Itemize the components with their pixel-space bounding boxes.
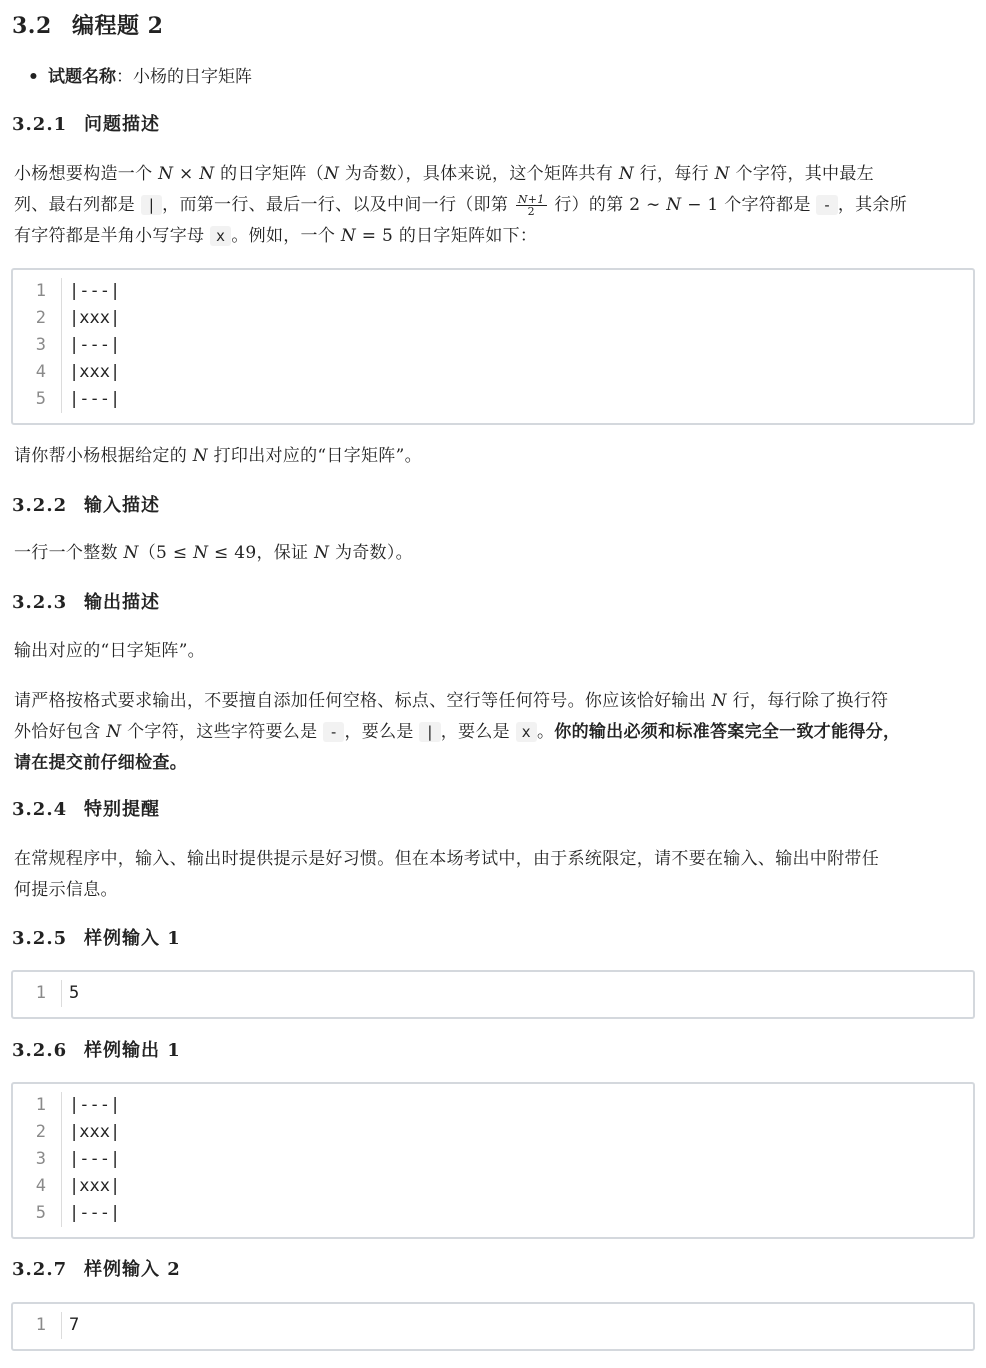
subsection-heading-sample-output-1 [12, 1039, 181, 1063]
text: 请严格按格式要求输出，不要擅自添加任何空格、标点、空行等任何符号。你应该恰好输出 [14, 691, 712, 711]
subsection-title: 样例输入 1 [84, 928, 181, 949]
text: ，要么是 [344, 722, 420, 742]
text: 小杨想要构造一个 [14, 164, 159, 184]
output-description-1 [14, 636, 972, 667]
code-line [13, 1312, 973, 1339]
output-line-2 [14, 717, 972, 748]
gutter-divider [61, 1119, 62, 1146]
code-line [13, 1146, 973, 1173]
output-description-2 [14, 686, 972, 779]
text: 。例如，一个 [231, 226, 341, 246]
line-number: 1 [35, 983, 46, 1003]
code-text: |---| [69, 1149, 121, 1169]
line-number: 4 [35, 362, 46, 382]
text: 打印出对应的“日字矩阵”。 [207, 446, 422, 466]
code-text: |xxx| [69, 1122, 121, 1142]
code-text: |---| [69, 281, 121, 301]
text: （5 ≤ [138, 543, 194, 563]
section-heading [12, 12, 163, 40]
text: 一行一个整数 [14, 543, 124, 563]
code-text: |xxx| [69, 308, 121, 328]
inline-code: x [210, 226, 231, 246]
gutter-divider [61, 305, 62, 332]
text: 个字符，这些字符要么是 [121, 722, 324, 742]
code-text: |---| [69, 1203, 121, 1223]
gutter-divider [61, 1173, 62, 1200]
bullet-icon: • [28, 67, 39, 87]
subsection-number: 3.2.5 [12, 928, 68, 949]
desc-line-1 [14, 159, 972, 190]
code-text: 5 [69, 983, 80, 1003]
text: 行）的第 2 ∼ [548, 195, 667, 215]
text: 输出对应的“日字矩阵”。 [14, 641, 205, 661]
math-var: N [666, 195, 682, 215]
example-matrix-codeblock[interactable] [11, 268, 975, 425]
gutter-divider [61, 332, 62, 359]
task-sentence [14, 441, 972, 472]
desc-line-2 [14, 190, 972, 221]
text: 列、最右列都是 [14, 195, 141, 215]
math-var: N [158, 164, 174, 184]
text: 的日字矩阵（ [214, 164, 324, 184]
line-number: 2 [35, 1122, 46, 1142]
code-line [13, 278, 973, 305]
text: 有字符都是半角小写字母 [14, 226, 211, 246]
code-text: |---| [69, 389, 121, 409]
math-var: N [323, 164, 340, 184]
problem-description [14, 159, 972, 252]
text: 外恰好包含 [14, 722, 107, 742]
subsection-heading-reminder [12, 798, 160, 822]
text: ，其余所 [837, 195, 908, 215]
text: 个字符，其中最左 [729, 164, 874, 184]
subsection-number: 3.2.6 [12, 1040, 68, 1061]
line-number: 3 [35, 1149, 46, 1169]
line-number: 4 [35, 1176, 46, 1196]
gutter-divider [61, 980, 62, 1007]
code-line [13, 1173, 973, 1200]
text: 行，每行除了换行符 [726, 691, 889, 711]
reminder-line: 何提示信息。 [14, 880, 118, 900]
code-line [13, 332, 973, 359]
code-line [13, 359, 973, 386]
math-var: N [618, 164, 635, 184]
text: ，而第一行、最后一行、以及中间一行（即第 [162, 195, 514, 215]
problem-name-item [28, 64, 252, 90]
fraction-numerator: N+1 [517, 193, 545, 206]
subsection-number: 3.2.2 [12, 495, 68, 516]
desc-line-3 [14, 221, 972, 252]
text: × [173, 164, 200, 184]
line-number: 1 [35, 1315, 46, 1335]
subsection-title: 输出描述 [84, 592, 160, 613]
sample-input-2-codeblock[interactable] [11, 1302, 975, 1351]
output-line-3 [14, 748, 972, 779]
inline-code: - [816, 195, 837, 215]
subsection-title: 问题描述 [84, 114, 160, 135]
line-number: 1 [35, 281, 46, 301]
code-line [13, 1092, 973, 1119]
math-var: N [192, 446, 208, 466]
fraction-denominator: 2 [527, 205, 535, 218]
gutter-divider [61, 359, 62, 386]
line-number: 5 [35, 1203, 46, 1223]
subsection-title: 样例输入 2 [84, 1259, 181, 1280]
subsection-title: 样例输出 1 [84, 1040, 181, 1061]
problem-name-value: 小杨的日字矩阵 [133, 67, 252, 87]
subsection-number: 3.2.3 [12, 592, 68, 613]
line-number: 5 [35, 389, 46, 409]
code-text: 7 [69, 1315, 80, 1335]
text: = 5 的日字矩阵如下： [356, 226, 538, 246]
reminder-text [14, 844, 972, 906]
math-var: N [199, 164, 215, 184]
section-number: 3.2 [12, 13, 52, 39]
subsection-heading-sample-input-1 [12, 927, 181, 951]
math-var: N [711, 691, 727, 711]
code-text: |xxx| [69, 362, 121, 382]
inline-code: - [323, 722, 344, 742]
fraction [516, 194, 547, 217]
problem-name-label: 试题名称 [48, 67, 116, 87]
text: 为奇数），具体来说，这个矩阵共有 [339, 164, 619, 184]
sample-input-1-codeblock[interactable] [11, 970, 975, 1019]
subsection-heading-output [12, 591, 160, 615]
text: ，要么是 [440, 722, 516, 742]
code-text: |---| [69, 335, 121, 355]
code-text: |---| [69, 1095, 121, 1115]
text: 请你帮小杨根据给定的 [14, 446, 193, 466]
bold-warning: 你的输出必须和标准答案完全一致才能得分， [554, 722, 901, 742]
subsection-title: 特别提醒 [84, 799, 160, 820]
gutter-divider [61, 1146, 62, 1173]
section-title: 编程题 2 [72, 13, 164, 39]
inline-code: x [516, 722, 537, 742]
code-line [13, 1200, 973, 1227]
subsection-heading-input [12, 494, 160, 518]
inline-code: | [419, 722, 440, 742]
text: 。 [536, 722, 555, 742]
math-var: N [340, 226, 357, 246]
subsection-title: 输入描述 [84, 495, 160, 516]
gutter-divider [61, 1092, 62, 1119]
colon: ： [116, 67, 133, 87]
subsection-number: 3.2.4 [12, 799, 68, 820]
text: 为奇数）。 [329, 543, 413, 563]
text: − 1 个字符都是 [681, 195, 817, 215]
gutter-divider [61, 1312, 62, 1339]
code-line [13, 305, 973, 332]
math-var: N [106, 722, 122, 742]
gutter-divider [61, 1200, 62, 1227]
text: ≤ 49，保证 [208, 543, 315, 563]
subsection-number: 3.2.7 [12, 1259, 68, 1280]
math-var: N [123, 543, 139, 563]
math-var: N [314, 543, 330, 563]
subsection-heading-description [12, 113, 160, 137]
math-var: N [193, 543, 209, 563]
line-number: 3 [35, 335, 46, 355]
reminder-line: 在常规程序中，输入、输出时提供提示是好习惯。但在本场考试中，由于系统限定，请不要在输入、输出中附带任 [14, 849, 879, 869]
line-number: 2 [35, 308, 46, 328]
bold-warning: 请在提交前仔细检查。 [14, 753, 187, 773]
text: 行，每行 [634, 164, 715, 184]
subsection-heading-sample-input-2 [12, 1258, 181, 1282]
code-line [13, 980, 973, 1007]
subsection-number: 3.2.1 [12, 114, 68, 135]
code-line [13, 386, 973, 413]
input-description [14, 538, 972, 569]
sample-output-1-codeblock[interactable] [11, 1082, 975, 1239]
gutter-divider [61, 386, 62, 413]
gutter-divider [61, 278, 62, 305]
code-text: |xxx| [69, 1176, 121, 1196]
code-line [13, 1119, 973, 1146]
math-var: N [714, 164, 730, 184]
line-number: 1 [35, 1095, 46, 1115]
inline-code: | [141, 195, 162, 215]
output-line-1 [14, 686, 972, 717]
